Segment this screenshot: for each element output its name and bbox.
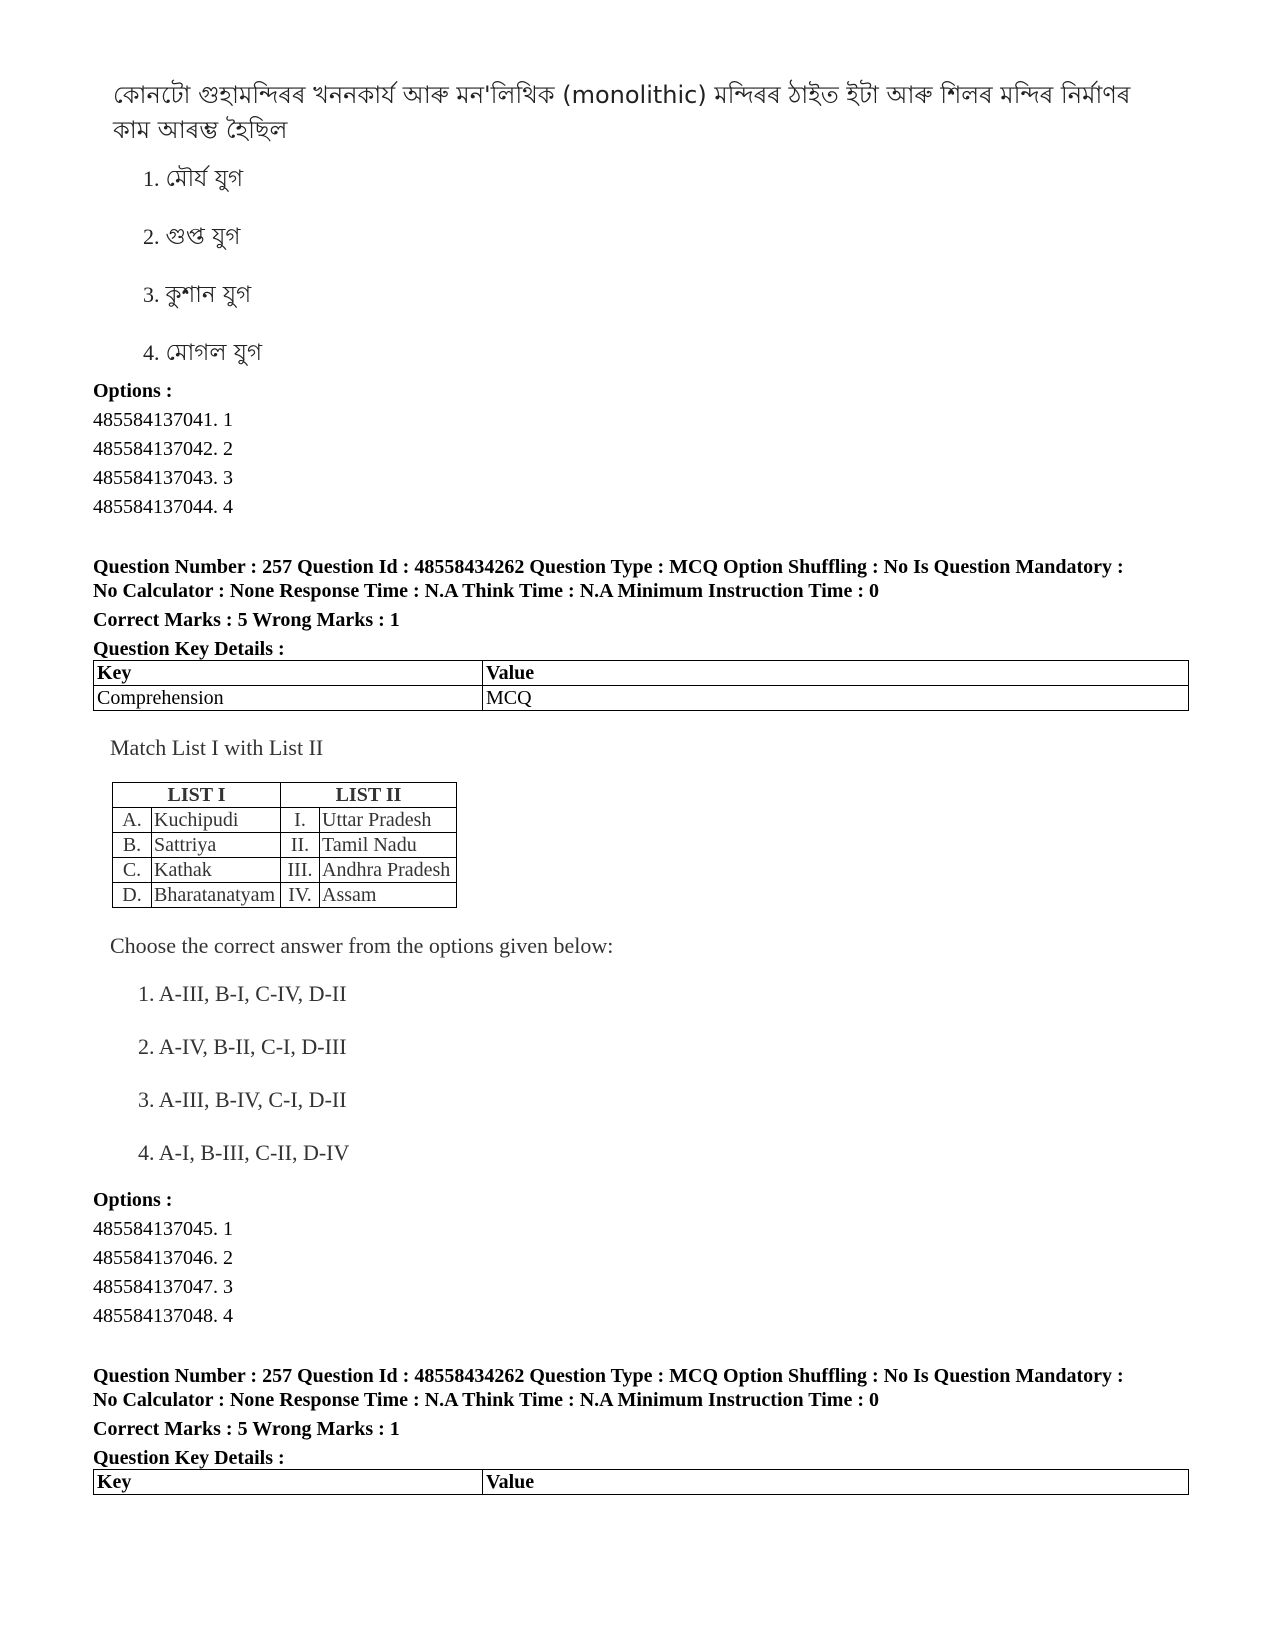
key-value-table-2: [93, 1469, 1189, 1495]
question-2-choices: [110, 980, 910, 1192]
meta-line: No Calculator : None Response Time : N.A Think Time : N.A Minimum Instruction Time : 0: [93, 580, 879, 602]
options-block-2: [93, 1186, 233, 1331]
table-row: D. Bharatanatyam IV. Assam: [113, 883, 457, 908]
question-2: [110, 734, 910, 1192]
match-list-header-row: [113, 783, 457, 808]
list-1-header: LIST I: [113, 783, 281, 808]
option-item: 485584137047. 3: [93, 1276, 233, 1298]
meta-line: Question Number : 257 Question Id : 48558434262 Question Type : MCQ Option Shuffling : No Is Question Mandatory :: [93, 1365, 1124, 1387]
question-meta-2: [93, 1364, 1193, 1470]
table-row: B. Sattriya II. Tamil Nadu: [113, 833, 457, 858]
table-header-row: [94, 1470, 1189, 1495]
question-2-choice: 2. A-IV, B-II, C-I, D-III: [138, 1034, 347, 1059]
question-1-choice: 2. গুপ্ত যুগ: [143, 224, 241, 250]
option-item: 485584137046. 2: [93, 1247, 233, 1269]
meta-line: Question Number : 257 Question Id : 48558434262 Question Type : MCQ Option Shuffling : No Is Question Mandatory :: [93, 556, 1124, 578]
marks-line: Correct Marks : 5 Wrong Marks : 1: [93, 609, 400, 631]
marks-line: Correct Marks : 5 Wrong Marks : 1: [93, 1418, 400, 1440]
question-1-choices: [113, 164, 1173, 396]
question-1-choice: 1. মৌৰ্য যুগ: [143, 166, 244, 192]
table-row: C. Kathak III. Andhra Pradesh: [113, 858, 457, 883]
option-item: 485584137042. 2: [93, 438, 233, 460]
option-item: 485584137043. 3: [93, 467, 233, 489]
table-header-row: [94, 661, 1189, 686]
table-row: A. Kuchipudi I. Uttar Pradesh: [113, 808, 457, 833]
options-title: Options :: [93, 380, 173, 402]
list-2-header: LIST II: [281, 783, 457, 808]
options-title: Options :: [93, 1189, 173, 1211]
table-cell-key: Comprehension: [94, 686, 483, 711]
table-header-key: Key: [94, 661, 483, 686]
question-1: [113, 78, 1173, 396]
options-block-1: [93, 377, 233, 522]
option-item: 485584137045. 1: [93, 1218, 233, 1240]
question-2-stem: Match List I with List II: [110, 735, 324, 760]
key-value-table-1: [93, 660, 1189, 711]
table-row: [94, 686, 1189, 711]
match-list-table: [112, 782, 457, 908]
meta-line: No Calculator : None Response Time : N.A Think Time : N.A Minimum Instruction Time : 0: [93, 1389, 879, 1411]
key-details-title: Question Key Details :: [93, 1447, 285, 1469]
question-2-instruction: Choose the correct answer from the options given below:: [110, 933, 614, 958]
question-2-choice: 3. A-III, B-IV, C-I, D-II: [138, 1087, 347, 1112]
table-header-key: Key: [94, 1470, 483, 1495]
table-header-value: Value: [483, 661, 1189, 686]
option-item: 485584137041. 1: [93, 409, 233, 431]
key-details-title: Question Key Details :: [93, 638, 285, 660]
question-1-stem: কোনটো গুহামন্দিৰৰ খননকাৰ্য আৰু মন'লিথিক (monolithic) মন্দিৰৰ ঠাইত ইটা আৰু শিলৰ মন্দিৰ নিৰ্মাণৰ কাম আৰম্ভ হৈছিল: [113, 81, 1131, 144]
table-cell-value: MCQ: [483, 686, 1189, 711]
question-meta-1: [93, 555, 1193, 661]
table-header-value: Value: [483, 1470, 1189, 1495]
question-1-choice: 3. কুশান যুগ: [143, 282, 252, 308]
question-2-choice: 4. A-I, B-III, C-II, D-IV: [138, 1140, 350, 1165]
question-1-choice: 4. মোগল যুগ: [143, 340, 263, 366]
option-item: 485584137048. 4: [93, 1305, 233, 1327]
question-2-choice: 1. A-III, B-I, C-IV, D-II: [138, 981, 347, 1006]
option-item: 485584137044. 4: [93, 496, 233, 518]
